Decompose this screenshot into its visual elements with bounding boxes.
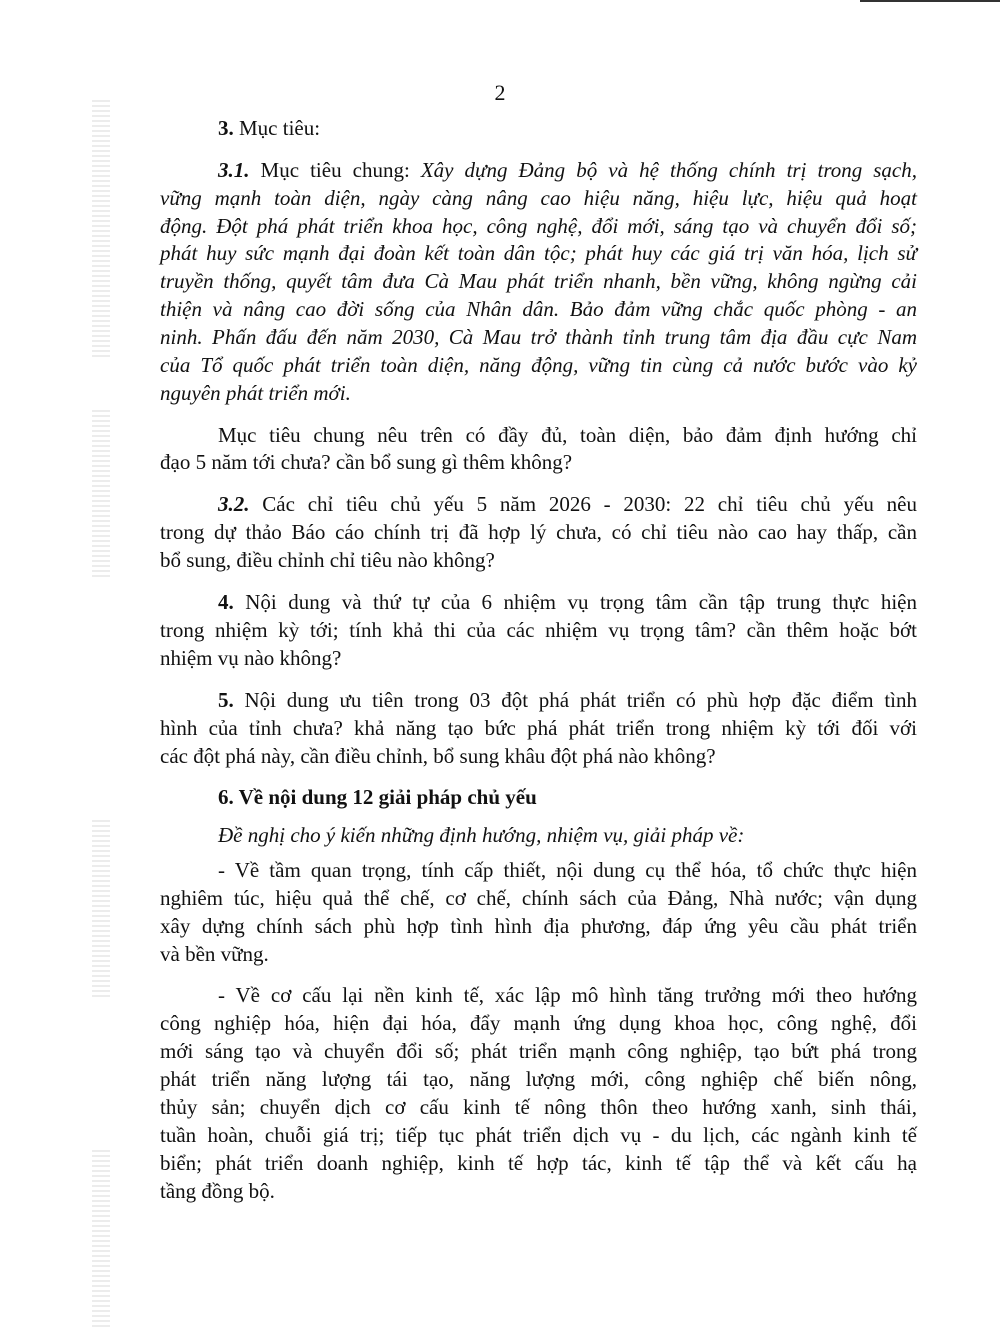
bullet1-line: - Về tầm quan trọng, tính cấp thiết, nội dung cụ thể hóa, tổ chức thực hiện (218, 858, 917, 882)
scan-artifact (92, 1150, 110, 1330)
scan-artifact (92, 100, 110, 360)
bullet2-line: tầng đồng bộ. (160, 1179, 275, 1203)
scan-artifact (92, 410, 110, 580)
heading-3: 3. Mục tiêu: (218, 116, 321, 140)
p31-line: động. Đột phá phát triển khoa học, công nghệ, đổi mới, sáng tạo và chuyển đổi số; (160, 214, 917, 238)
bullet2-line: tuần hoàn, chuỗi giá trị; tiếp tục phát triển dịch vụ - du lịch, các ngành kinh tế (160, 1123, 917, 1147)
p31-line: vững mạnh toàn diện, ngày càng nâng cao hiệu năng, hiệu lực, hiệu quả hoạt (160, 186, 917, 210)
p5-line: 5. Nội dung ưu tiên trong 03 đột phá phát triển có phù hợp đặc điểm tình (218, 688, 917, 712)
bullet1-line: và bền vững. (160, 942, 269, 966)
question-line: Mục tiêu chung nêu trên có đầy đủ, toàn diện, bảo đảm định hướng chỉ (218, 423, 917, 447)
p31-line: nguyên phát triển mới. (160, 381, 351, 405)
intro-6: Đề nghị cho ý kiến những định hướng, nhiệm vụ, giải pháp về: (218, 823, 745, 847)
question-line: đạo 5 năm tới chưa? cần bổ sung gì thêm không? (160, 450, 573, 474)
bullet1-line: nghiêm túc, hiệu quả thể chế, cơ chế, chính sách của Đảng, Nhà nước; vận dụng (160, 886, 917, 910)
p31-line: truyền thống, quyết tâm đưa Cà Mau phát triển nhanh, bền vững, không ngừng cải (160, 269, 917, 293)
scan-artifact (92, 820, 110, 1000)
p4-line: nhiệm vụ nào không? (160, 646, 342, 670)
scan-edge (860, 0, 1000, 2)
p4-line: 4. Nội dung và thứ tự của 6 nhiệm vụ trọng tâm cần tập trung thực hiện (218, 590, 917, 614)
p31-line: thiện và nâng cao đời sống của Nhân dân. Bảo đảm vững chắc quốc phòng - an (160, 297, 917, 321)
bullet1-line: xây dựng chính sách phù hợp tình hình địa phương, đáp ứng yêu cầu phát triển (160, 914, 917, 938)
p31-line: của Tổ quốc phát triển toàn diện, năng động, vững tin cùng cả nước bước vào kỷ (160, 353, 917, 377)
p32-line: trong dự thảo Báo cáo chính trị đã hợp lý chưa, có chỉ tiêu nào cao hay thấp, cần (160, 520, 917, 544)
bullet2-line: mới sáng tạo và chuyển đổi số; phát triển mạnh công nghiệp, tạo bứt phá trong (160, 1039, 917, 1063)
bullet2-line: phát triển năng lượng tái tạo, năng lượng mới, công nghiệp chế biến nông, (160, 1067, 917, 1091)
p32-line: bổ sung, điều chỉnh chỉ tiêu nào không? (160, 548, 495, 572)
p31-line: ninh. Phấn đấu đến năm 2030, Cà Mau trở thành tỉnh trung tâm địa đầu cực Nam (160, 325, 917, 349)
p31-line: phát huy sức mạnh đại đoàn kết toàn dân tộc; phát huy các giá trị văn hóa, lịch sử (160, 241, 917, 265)
heading-6: 6. Về nội dung 12 giải pháp chủ yếu (218, 785, 537, 809)
p4-line: trong nhiệm kỳ tới; tính khả thi của các nhiệm vụ trọng tâm? cần thêm hoặc bớt (160, 618, 917, 642)
bullet2-line: thủy sản; chuyển dịch cơ cấu kinh tế nông thôn theo hướng xanh, sinh thái, (160, 1095, 917, 1119)
p32-line: 3.2. Các chỉ tiêu chủ yếu 5 năm 2026 - 2030: 22 chỉ tiêu chủ yếu nêu (218, 492, 917, 516)
bullet2-line: - Về cơ cấu lại nền kinh tế, xác lập mô hình tăng trưởng mới theo hướng (218, 983, 917, 1007)
p5-line: hình của tỉnh chưa? khả năng tạo bức phá phát triển trong nhiệm kỳ tới đối với (160, 716, 917, 740)
page-number: 2 (494, 80, 506, 105)
p31-line: 3.1. Mục tiêu chung: Xây dựng Đảng bộ và hệ thống chính trị trong sạch, (218, 158, 917, 182)
bullet2-line: biển; phát triển doanh nghiệp, kinh tế hợp tác, kinh tế tập thể và kết cấu hạ (160, 1151, 917, 1175)
bullet2-line: công nghiệp hóa, hiện đại hóa, đẩy mạnh ứng dụng khoa học, công nghệ, đổi (160, 1011, 917, 1035)
p5-line: các đột phá này, cần điều chỉnh, bổ sung khâu đột phá nào không? (160, 744, 716, 768)
